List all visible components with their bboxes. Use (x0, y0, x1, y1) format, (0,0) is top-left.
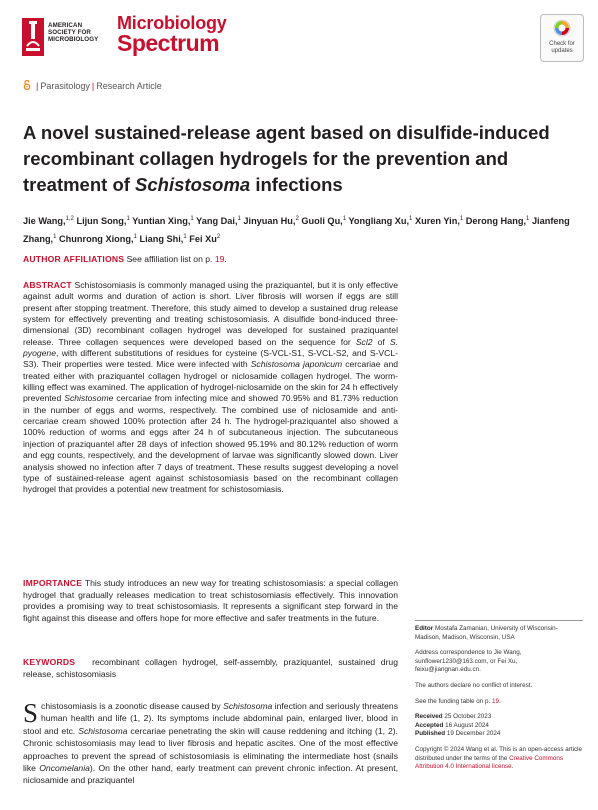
correspondence-info: Address correspondence to Jie Wang, sunflower1230@163.com, or Fei Xu, feixu@jiangnan.edu.cn. (415, 649, 522, 674)
title-italic-text: Schistosoma (135, 174, 251, 195)
author-name[interactable]: Yang Dai, (196, 216, 238, 227)
author-name[interactable]: Jianfeng Zhang, (23, 216, 570, 244)
author-name[interactable]: Yongliang Xu, (348, 216, 410, 227)
author-affiliation: 2 (216, 233, 221, 240)
license-link[interactable]: Creative Commons Attribution 4.0 International license (415, 754, 564, 771)
author-affiliation: 1 (190, 216, 194, 222)
check-updates-line2: updates (551, 48, 573, 54)
affiliations-text-end: . (224, 254, 227, 264)
author-affiliations (23, 254, 227, 264)
published-date: 19 December 2024 (446, 730, 501, 738)
body-paragraph-text: chistosomiasis is a zoonotic disease caused by (41, 701, 224, 711)
author-name[interactable]: Guoli Qu, (301, 216, 343, 227)
copyright-info (415, 746, 583, 772)
importance-label: IMPORTANCE (23, 578, 83, 588)
funding-text-end: . (499, 697, 501, 705)
article-type: Research Article (96, 81, 162, 91)
published-label: Published (415, 730, 446, 738)
drop-cap: S (23, 698, 39, 728)
check-for-updates-button[interactable] (540, 14, 584, 62)
author-affiliation: 1 (126, 216, 130, 222)
title-text: A novel sustained-release agent based on disulfide-induced recombinant collagen hydrogels for the prevention and treatment of (23, 122, 550, 195)
author-affiliation: 2 (295, 216, 299, 222)
keywords-section (23, 657, 398, 680)
journal-name-line1: Microbiology (117, 13, 227, 33)
check-updates-icon (553, 19, 571, 37)
affiliations-text: See affiliation list on p. (126, 254, 213, 264)
author-list (23, 212, 588, 247)
funding-text: See the funding table on p. (415, 697, 491, 705)
copyright-text: Copyright © 2024 Wang et al. This is an open-access article distributed under the terms of the (415, 745, 583, 762)
keywords-label: KEYWORDS (23, 657, 76, 667)
author-affiliation: 1 (409, 216, 413, 222)
accepted-label: Accepted (415, 721, 444, 729)
abstract-text: Schistosomiasis is commonly managed using the praziquantel, but it is only effective against adult worms and duration of action is short. Liver fibrosis will worsen if eggs are still present after stopping treatment. Therefore, this study aimed to develop a sustained drug release system for effectively preventing and treating schistosomiasis. A disulfide bond-induced three-dimensional (3D) recombinant collagen hydrogel was developed for sustained praziquantel release. Three collagen sequences were developed based on the sequence for (23, 280, 398, 347)
category-separator: | (91, 81, 95, 91)
check-updates-label (541, 41, 583, 55)
author-name[interactable]: Jie Wang, (23, 216, 66, 227)
author-name[interactable]: Fei Xu (189, 233, 217, 244)
accepted-date: 16 August 2024 (445, 721, 489, 729)
funding-info (415, 698, 583, 707)
author-affiliation: 1 (342, 216, 347, 222)
open-access-lock-icon (23, 80, 31, 90)
copyright-text-end: . (511, 763, 514, 771)
importance-text: This study introduces an new way for treating schistosomiasis: a special collagen hydrogel that gradually releases medication to treat schistosomiasis effectively. This innovation provides a promising way to treat schistosomiasis. It represents a significant step forward in the fight against this disease and offers hope for more effective and safer treatments in the future. (23, 578, 399, 623)
journal-logo (117, 14, 227, 54)
article-title (23, 120, 563, 198)
abstract-italic: Schistosome (64, 393, 114, 404)
author-affiliation: 1 (459, 216, 464, 222)
received-label: Received (415, 713, 443, 721)
title-text-end: infections (250, 174, 343, 195)
section-name[interactable]: Parasitology (40, 81, 90, 91)
author-affiliation: 1 (237, 216, 241, 222)
editor-text: Mostafa Zamanian, University of Wisconsin-Madison, Madison, Wisconsin, USA (415, 625, 558, 641)
body-paragraph-text: infection and seriously threatens human health and life (1, 2). Its symptoms include abdominal pain, enlarged liver, blood in stool and etc. (23, 701, 398, 736)
author-name[interactable]: Yuntian Xing, (132, 216, 191, 227)
body-italic: Schistosoma (223, 701, 273, 711)
funding-page-link[interactable]: 19 (492, 697, 500, 705)
author-affiliation: 1 (133, 233, 137, 240)
abstract-text: cercariae from infecting mice and showed 70.95% and 81.73% reduction in the number of eggs and worms, respectively. The combined use of niclosamide and anti-cercariae cream showed 100% protection after 24 h. The hydrogel-praziquantel also showed a 100% reduction of worms and eggs after 24 h of subcutaneous injection. The subcutaneous injection of praziquantel after 28 days of infection showed 95.19% and 80.12% reduction of worm and egg counts, respectively, and the development of larvae was significantly slowed down. Liver analysis showed no infection after 7 days of treatment. These results suggest developing a novel type of sustained-release agent against schistosomiasis based on the recombinant collagen hydrogel that provides a potential new treatment for schistosomiasis. (23, 393, 398, 495)
author-name[interactable]: Lijun Song, (76, 216, 127, 227)
author-name[interactable]: Liang Shi, (139, 233, 184, 244)
society-name-line: MICROBIOLOGY (48, 36, 99, 44)
body-paragraph-text: cercariae penetrating the skin will cause reddening and itching (1, 2). Chronic schistosomiasis may lead to liver fibrosis and hepatic ascites. One of the most effective approaches to prevent the spread of schistosomiasis is eliminating the intermediate host (snails like (23, 725, 398, 774)
body-text (23, 700, 398, 787)
affiliations-page-link[interactable]: 19 (214, 254, 225, 264)
article-category (23, 80, 162, 91)
abstract (23, 280, 398, 496)
abstract-text: cercariae and treated either with praziquantel collagen hydrogel or niclosamide collagen hydrogel. The worm-killing effect was examined. The application of hydrogel-niclosamide on the skin for 24 h effectively prevented (23, 359, 398, 404)
category-separator: | (36, 81, 39, 91)
dates-info (415, 713, 583, 739)
abstract-italic: Scl2 (355, 336, 373, 347)
importance-section (23, 578, 398, 624)
author-affiliation: 1 (526, 216, 530, 222)
editor-label: Editor (415, 625, 434, 632)
asm-logo (22, 16, 112, 58)
society-name-line: AMERICAN (48, 22, 83, 29)
article-info-sidebar (415, 620, 583, 779)
body-italic: Schistosoma (78, 725, 128, 736)
conflict-statement: The authors declare no conflict of interest. (415, 681, 533, 689)
journal-name-line2: Spectrum (117, 30, 220, 56)
author-affiliation: 1 (183, 233, 187, 240)
society-name-line: SOCIETY FOR (48, 29, 91, 37)
abstract-label: ABSTRACT (23, 280, 72, 290)
author-affiliation: 1,2 (65, 216, 74, 222)
author-name[interactable]: Xuren Yin, (414, 216, 460, 227)
body-paragraph-text: ). On the other hand, early treatment can prevent chronic infection. At present, niclosamide and praziquantel (23, 763, 398, 786)
editor-info (415, 625, 583, 642)
abstract-text: , with different substitutions of residues for cysteine (S-VCL-S1, S-VCL-S2, and S-VCL-S3). Their properties were tested. Mice were infected with (23, 348, 398, 370)
author-affiliation: 1 (53, 233, 57, 240)
author-name[interactable]: Derong Hang, (465, 216, 527, 227)
check-updates-line1: Check for (549, 41, 575, 47)
author-name[interactable]: Jinyuan Hu, (243, 216, 296, 227)
received-date: 25 October 2023 (444, 713, 492, 721)
page-header (0, 0, 598, 70)
keywords-text: recombinant collagen hydrogel, self-assembly, praziquantel, sustained drug release, schistosomiasis (23, 657, 398, 679)
body-italic: Oncomelania (39, 763, 90, 774)
asm-microscope-icon (22, 18, 44, 56)
author-name[interactable]: Chunrong Xiong, (59, 233, 134, 244)
society-name (48, 22, 98, 44)
abstract-text: of (372, 336, 390, 347)
affiliations-label: AUTHOR AFFILIATIONS (23, 254, 125, 264)
abstract-italic: Schistosoma japonicum (250, 359, 343, 370)
abstract-italic: S. pyogene (23, 336, 398, 359)
